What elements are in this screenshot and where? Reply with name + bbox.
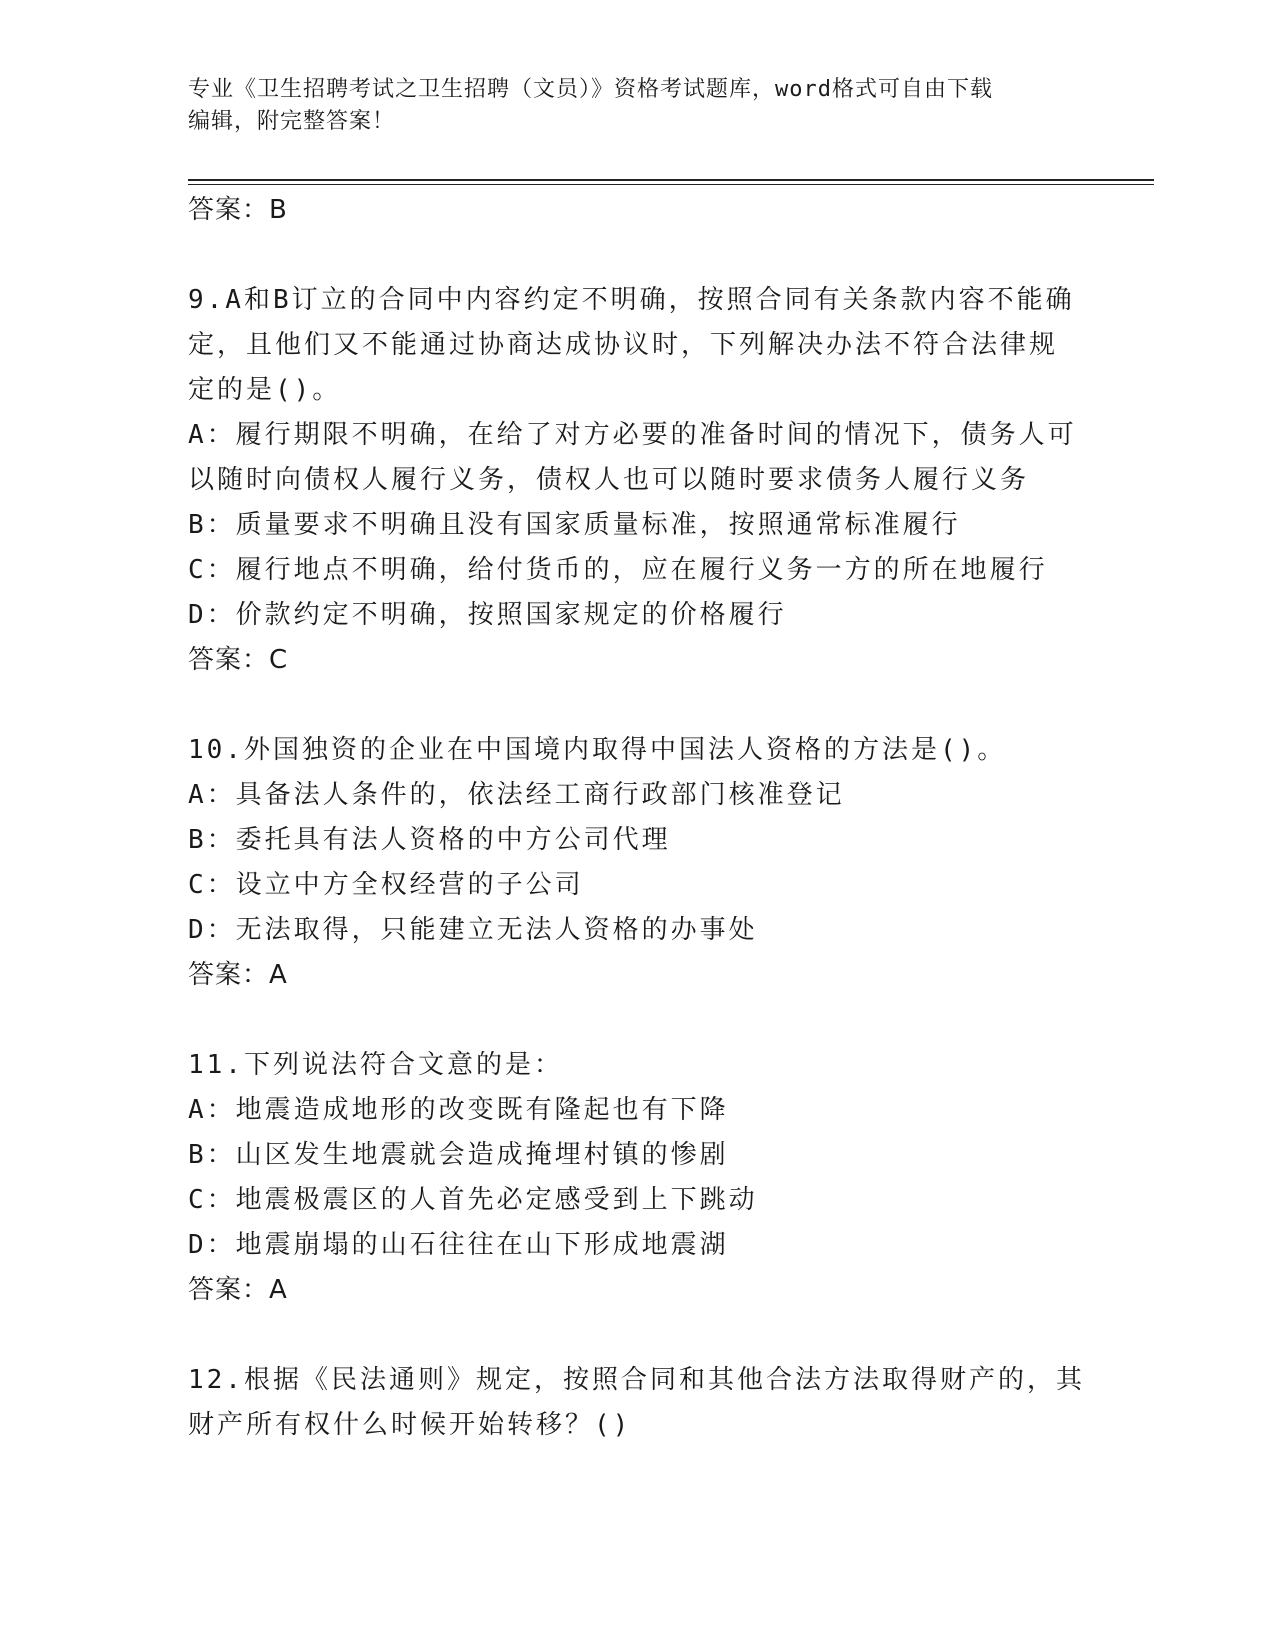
- header-divider-thin: [188, 184, 1154, 185]
- option-a: A：具备法人条件的，依法经工商行政部门核准登记: [188, 780, 845, 810]
- answer-q10: 答案：A: [188, 960, 288, 990]
- option-d: D：地震崩塌的山石往往在山下形成地震湖: [188, 1230, 729, 1260]
- header-divider-thick: [188, 179, 1154, 181]
- question-text: 9.A和B订立的合同中内容约定不明确，按照合同有关条款内容不能确: [188, 285, 1075, 315]
- header-line-1: 专业《卫生招聘考试之卫生招聘（文员）》资格考试题库，word格式可自由下载: [188, 77, 993, 102]
- option-b: B：山区发生地震就会造成掩埋村镇的惨剧: [188, 1140, 729, 1170]
- question-text: 10.外国独资的企业在中国境内取得中国法人资格的方法是()。: [188, 735, 1007, 765]
- option-c: C：履行地点不明确，给付货币的，应在履行义务一方的所在地履行: [188, 555, 1048, 585]
- option-a: A：地震造成地形的改变既有隆起也有下降: [188, 1095, 729, 1125]
- question-text: 财产所有权什么时候开始转移？(): [188, 1410, 632, 1440]
- question-list: [188, 188, 1088, 1448]
- question-11: [188, 1043, 1088, 1313]
- option-c: C：设立中方全权经营的子公司: [188, 870, 584, 900]
- option-b: B：委托具有法人资格的中方公司代理: [188, 825, 671, 855]
- question-text: 11.下列说法符合文意的是：: [188, 1050, 563, 1080]
- option-d: D：价款约定不明确，按照国家规定的价格履行: [188, 600, 787, 630]
- document-header: [188, 74, 1088, 138]
- question-10: [188, 728, 1088, 998]
- header-line-2: 编辑，附完整答案！: [188, 109, 396, 134]
- option-c: C：地震极震区的人首先必定感受到上下跳动: [188, 1185, 758, 1215]
- answer-q8: 答案：B: [188, 195, 288, 225]
- option-d: D：无法取得，只能建立无法人资格的办事处: [188, 915, 758, 945]
- answer-q9: 答案：C: [188, 645, 289, 675]
- question-text: 定，且他们又不能通过协商达成协议时，下列解决办法不符合法律规: [188, 330, 1059, 360]
- question-text: 定的是()。: [188, 375, 342, 405]
- answer-q11: 答案：A: [188, 1275, 288, 1305]
- option-b: B：质量要求不明确且没有国家质量标准，按照通常标准履行: [188, 510, 961, 540]
- option-a: A：履行期限不明确，在给了对方必要的准备时间的情况下，债务人可: [188, 420, 1077, 450]
- option-a-continued: 以随时向债权人履行义务，债权人也可以随时要求债务人履行义务: [188, 465, 1030, 495]
- question-12: [188, 1358, 1088, 1448]
- question-text: 12.根据《民法通则》规定，按照合同和其他合法方法取得财产的，其: [188, 1365, 1085, 1395]
- question-9: [188, 278, 1088, 683]
